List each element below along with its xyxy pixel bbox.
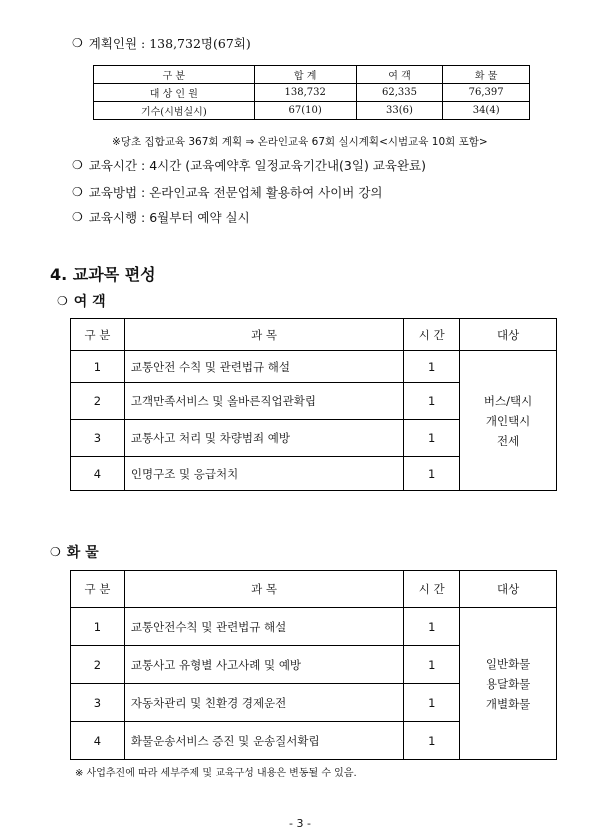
bullet-icon: ❍ (50, 545, 61, 559)
plan-header-category: 구 분 (94, 66, 255, 84)
row-subject: 교통사고 유형별 사고사례 및 예방 (124, 646, 403, 684)
row-hours: 1 (404, 684, 460, 722)
row-hours: 1 (404, 457, 460, 491)
row-subject: 인명구조 및 응급처치 (124, 457, 403, 491)
info-text: 교육시간 : 4시간 (교육예약후 일정교육기간내(3일) 교육완료) (88, 158, 426, 173)
bullet-icon: ❍ (57, 294, 68, 308)
footer-note: ※ 사업추진에 따라 세부주제 및 교육구성 내용은 변동될 수 있음. (75, 768, 357, 779)
row-subject: 교통안전 수칙 및 관련법규 해설 (124, 351, 403, 383)
header-hours: 시 간 (404, 571, 460, 608)
plan-cell: 33(6) (356, 102, 443, 120)
info-line-schedule (72, 208, 250, 226)
info-text: 교육시행 : 6월부터 예약 실시 (88, 210, 250, 225)
passenger-subheading (57, 291, 106, 311)
plan-header-cargo: 화 물 (443, 66, 530, 84)
section-title: 4. 교과목 편성 (50, 265, 156, 284)
row-number: 2 (71, 383, 125, 420)
row-subject: 자동차관리 및 친환경 경제운전 (124, 684, 403, 722)
target-line: 버스/택시 (483, 393, 533, 408)
bullet-icon: ❍ (72, 210, 83, 224)
passenger-target (460, 351, 557, 491)
table-row (71, 351, 557, 383)
header-subject: 과 목 (124, 319, 403, 351)
plan-row (94, 102, 530, 120)
target-line: 일반화물 (485, 656, 531, 671)
info-text: 교육방법 : 온라인교육 전문업체 활용하여 사이버 강의 (88, 185, 383, 200)
plan-row (94, 84, 530, 102)
plan-headline: 계획인원 : 138,732명(67회) (88, 36, 251, 51)
cargo-title: 화 물 (66, 545, 99, 561)
plan-cell: 67(10) (254, 102, 356, 120)
plan-cell: 대 상 인 원 (94, 84, 255, 102)
bullet-icon: ❍ (72, 158, 83, 172)
row-number: 3 (71, 420, 125, 457)
plan-cell: 34(4) (443, 102, 530, 120)
bullet-icon: ❍ (72, 36, 83, 50)
target-line: 개별화물 (485, 696, 531, 711)
plan-headline-line (72, 34, 251, 52)
row-hours: 1 (404, 646, 460, 684)
row-number: 2 (71, 646, 125, 684)
row-hours: 1 (404, 383, 460, 420)
passenger-table (70, 318, 557, 491)
header-category: 구 분 (71, 319, 125, 351)
bullet-icon: ❍ (72, 185, 83, 199)
header-target: 대상 (460, 571, 557, 608)
row-hours: 1 (404, 420, 460, 457)
page-number: - 3 - (289, 817, 311, 830)
plan-cell: 기수(시범실시) (94, 102, 255, 120)
target-line: 전세 (496, 433, 520, 448)
header-hours: 시 간 (404, 319, 460, 351)
target-line: 용달화물 (485, 676, 531, 691)
row-number: 1 (71, 351, 125, 383)
header-target: 대상 (460, 319, 557, 351)
plan-header-passenger: 여 객 (356, 66, 443, 84)
info-line-method (72, 183, 382, 201)
info-line-time (72, 156, 426, 174)
row-subject: 교통안전수칙 및 관련법규 해설 (124, 608, 403, 646)
row-subject: 고객만족서비스 및 올바른직업관확립 (124, 383, 403, 420)
cargo-target (460, 608, 557, 760)
plan-table (93, 65, 530, 120)
cargo-subheading (50, 542, 99, 562)
row-hours: 1 (404, 722, 460, 760)
plan-note: ※당초 집합교육 367회 계획 ⇒ 온라인교육 67회 실시계획<시범교육 10회 포함> (112, 136, 488, 148)
row-subject: 화물운송서비스 증진 및 운송질서확립 (124, 722, 403, 760)
row-number: 1 (71, 608, 125, 646)
row-hours: 1 (404, 608, 460, 646)
plan-header-total: 합 계 (254, 66, 356, 84)
row-number: 3 (71, 684, 125, 722)
header-category: 구 분 (71, 571, 125, 608)
plan-cell: 138,732 (254, 84, 356, 102)
plan-cell: 76,397 (443, 84, 530, 102)
plan-cell: 62,335 (356, 84, 443, 102)
target-line: 개인택시 (485, 413, 531, 428)
row-subject: 교통사고 처리 및 차량범죄 예방 (124, 420, 403, 457)
row-number: 4 (71, 722, 125, 760)
row-number: 4 (71, 457, 125, 491)
cargo-table (70, 570, 557, 760)
passenger-title: 여 객 (73, 294, 106, 310)
table-row (71, 608, 557, 646)
header-subject: 과 목 (124, 571, 403, 608)
row-hours: 1 (404, 351, 460, 383)
